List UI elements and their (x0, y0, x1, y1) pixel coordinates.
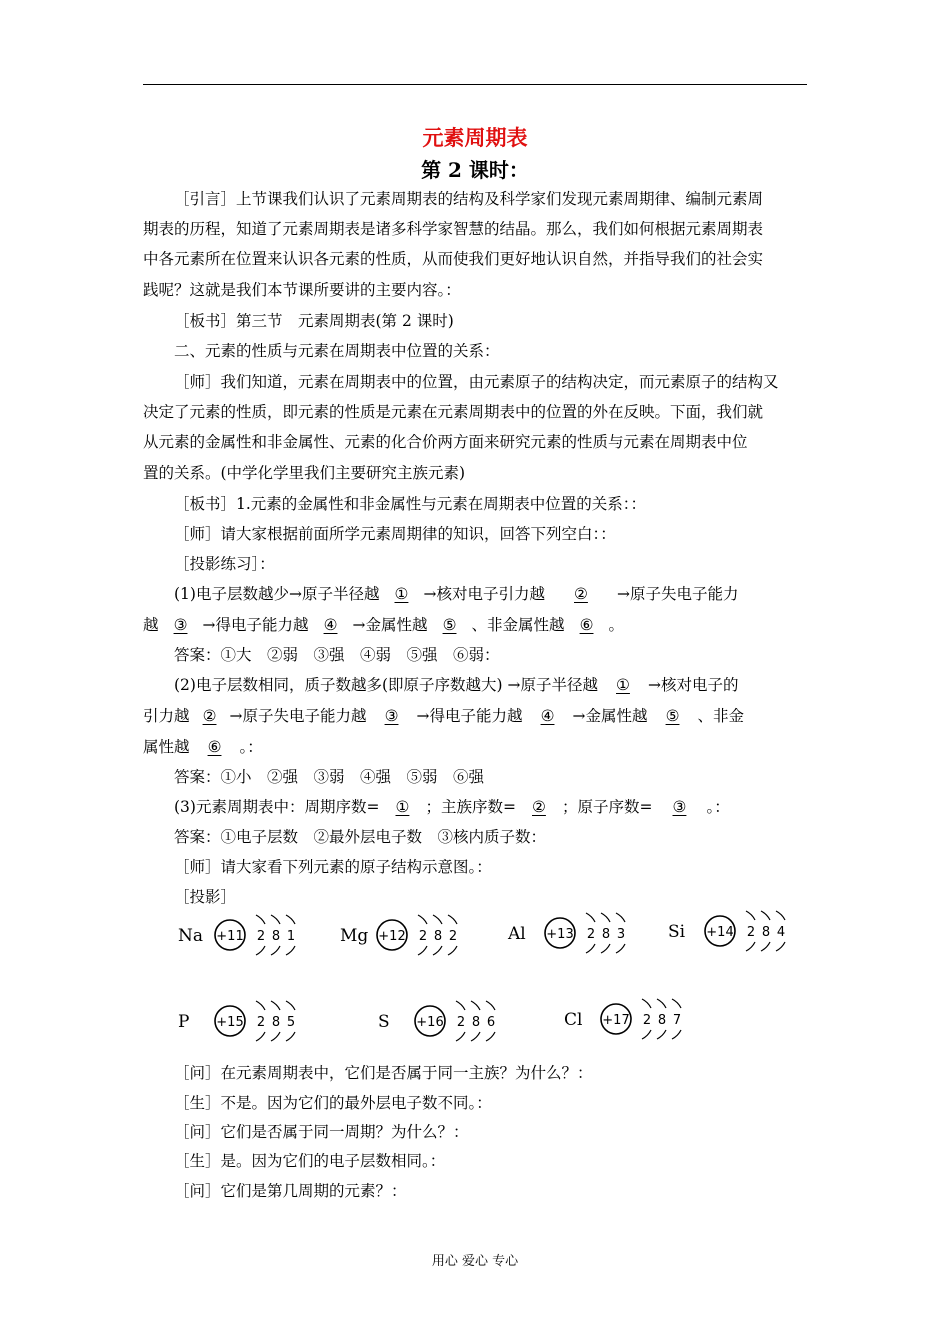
question-text: →核对电子的 (647, 676, 739, 694)
element-symbol: S (378, 1012, 390, 1032)
blank: ② (532, 798, 546, 816)
element-symbol: Si (668, 922, 686, 942)
shell-arc (761, 911, 770, 920)
projection-label: ［投影］ (174, 888, 237, 906)
question-text: →原子失电子能力越 (229, 707, 367, 725)
shell-electron-count: 2 (448, 929, 458, 944)
shell-arc (657, 1030, 666, 1039)
shell-electron-count: 2 (256, 929, 266, 944)
atom-diagram-al (507, 913, 625, 953)
shell-arc (256, 1001, 265, 1010)
nucleus-charge: +11 (216, 929, 244, 944)
blank: ⑤ (442, 616, 457, 634)
shell-electron-count: 1 (286, 929, 296, 944)
board-note: ［板书］第三节 元素周期表(第 2 课时) (174, 312, 454, 330)
shell-electron-count: 7 (672, 1013, 682, 1028)
question-text: →金属性越 (352, 616, 428, 634)
question-text: (1)电子层数越少→原子半径越 (174, 585, 380, 603)
nucleus-charge: +15 (216, 1015, 244, 1030)
shell-arc (433, 946, 442, 955)
dialog-line: ［生］不是。因为它们的最外层电子数不同。： (174, 1094, 492, 1112)
question-text: →得电子能力越 (416, 707, 523, 725)
blank: ③ (384, 707, 399, 725)
question-2 (174, 675, 738, 695)
element-symbol: Na (178, 926, 204, 946)
teacher-line: ［师］我们知道，元素在周期表中的位置，由元素原子的结构决定，而元素原子的结构又 (174, 373, 779, 391)
question-text: 越 (143, 616, 159, 634)
shell-arc (657, 999, 666, 1008)
shell-arc (271, 915, 280, 924)
projection-exercise-label: ［投影练习］： (174, 555, 275, 573)
shell-electron-count: 2 (456, 1015, 466, 1030)
shell-arc (616, 913, 625, 922)
blank: ① (395, 798, 410, 816)
shell-arc (471, 1032, 480, 1041)
shell-arc (586, 913, 595, 922)
question-text: 。： (706, 798, 730, 816)
intro-line: 中各元素所在位置来认识各元素的性质，从而使我们更好地认识自然，并指导我们的社会实 (143, 250, 764, 268)
question-text: 。： (239, 738, 263, 756)
shell-arc (746, 942, 755, 951)
question-1 (174, 584, 738, 604)
teacher-line: 决定了元素的性质，即元素的性质是元素在元素周期表中的位置的外在反映。下面，我们就 (143, 403, 764, 421)
atom-diagram-s (378, 1001, 495, 1041)
element-symbol: P (178, 1012, 190, 1032)
question-text: →金属性越 (572, 707, 648, 725)
shell-electron-count: 8 (271, 1015, 281, 1030)
board-note: ［板书］1.元素的金属性和非金属性与元素在周期表中位置的关系：： (174, 495, 647, 513)
shell-electron-count: 4 (776, 925, 786, 940)
shell-arc (433, 915, 442, 924)
shell-electron-count: 2 (256, 1015, 266, 1030)
shell-arc (286, 1001, 295, 1010)
dialog-line: ［问］它们是否属于同一周期？为什么？： (174, 1123, 469, 1141)
shell-electron-count: 8 (761, 925, 771, 940)
nucleus-charge: +13 (546, 927, 574, 942)
shell-electron-count: 8 (657, 1013, 667, 1028)
element-symbol: Mg (340, 926, 369, 946)
shell-arc (456, 1032, 465, 1041)
blank: ② (202, 707, 217, 725)
question-text: 、非金 (697, 707, 745, 725)
dialog-line: ［问］它们是第几周期的元素？： (174, 1182, 407, 1200)
answer-3: 答案：①电子层数 ②最外层电子数 ③核内质子数： (174, 828, 547, 846)
shell-arc (286, 915, 295, 924)
teacher-line: ［师］请大家根据前面所学元素周期律的知识，回答下列空白：： (174, 525, 616, 543)
question-3 (174, 797, 730, 817)
question-text: 属性越 (143, 738, 190, 756)
question-text: (2)电子层数相同，质子数越多(即原子序数越大) →原子半径越 (174, 676, 598, 694)
dialog-line: ［问］在元素周期表中，它们是否属于同一主族？为什么？： (174, 1064, 593, 1082)
intro-line: ［引言］上节课我们认识了元素周期表的结构及科学家们发现元素周期律、编制元素周 (174, 190, 764, 208)
page-footer: 用心 爱心 专心 (431, 1254, 519, 1269)
header-rule (143, 84, 807, 85)
shell-electron-count: 2 (418, 929, 428, 944)
dialog-line: ［生］是。因为它们的电子层数相同。： (174, 1152, 446, 1170)
shell-electron-count: 8 (471, 1015, 481, 1030)
blank: ⑥ (579, 616, 594, 634)
nucleus-charge: +12 (378, 929, 406, 944)
intro-line: 期表的历程，知道了元素周期表是诸多科学家智慧的结晶。那么，我们如何根据元素周期表 (143, 220, 764, 238)
element-symbol: Al (508, 924, 526, 944)
atom-diagram-si (668, 911, 785, 951)
atomic-structure-diagrams (168, 903, 808, 1068)
shell-arc (746, 911, 755, 920)
answer-2: 答案：①小 ②强 ③弱 ④强 ⑤弱 ⑥强 (174, 768, 485, 786)
shell-arc (601, 944, 610, 953)
shell-electron-count: 8 (433, 929, 443, 944)
question-2-cont (143, 737, 263, 757)
question-text: →原子失电子能力 (616, 585, 739, 603)
shell-arc (456, 1001, 465, 1010)
intro-line: 践呢？这就是我们本节课所要讲的主要内容。： (143, 281, 461, 299)
shell-arc (418, 915, 427, 924)
shell-arc (642, 999, 651, 1008)
section-heading: 二、元素的性质与元素在周期表中位置的关系： (174, 342, 500, 360)
question-2-cont (143, 706, 744, 726)
element-symbol: Cl (564, 1010, 583, 1030)
shell-arc (486, 1032, 495, 1041)
atom-diagram-mg (340, 915, 457, 955)
question-text: ；原子序数= (561, 798, 653, 816)
teacher-line: 置的关系。(中学化学里我们主要研究主族元素) (143, 464, 466, 482)
shell-electron-count: 3 (616, 927, 626, 942)
shell-electron-count: 5 (286, 1015, 296, 1030)
shell-arc (286, 946, 295, 955)
question-text: ；主族序数= (425, 798, 516, 816)
teacher-line: ［师］请大家看下列元素的原子结构示意图。： (174, 858, 492, 876)
nucleus-charge: +14 (706, 925, 734, 940)
atom-diagram-p (178, 1001, 295, 1041)
blank: ③ (173, 616, 188, 634)
question-1-cont (143, 615, 624, 635)
shell-arc (776, 911, 785, 920)
shell-arc (256, 1032, 265, 1041)
shell-arc (271, 946, 280, 955)
blank: ① (616, 676, 630, 694)
atom-diagram-cl (564, 999, 681, 1039)
question-text: →核对电子引力越 (423, 585, 545, 603)
shell-arc (616, 944, 625, 953)
shell-arc (271, 1032, 280, 1041)
blank: ⑥ (207, 738, 222, 756)
shell-arc (486, 1001, 495, 1010)
shell-arc (256, 946, 265, 955)
shell-arc (256, 915, 265, 924)
shell-electron-count: 6 (486, 1015, 496, 1030)
blank: ③ (672, 798, 687, 816)
shell-electron-count: 2 (746, 925, 756, 940)
blank: ④ (540, 707, 555, 725)
question-text: →得电子能力越 (202, 616, 309, 634)
shell-arc (776, 942, 785, 951)
document-title: 元素周期表 (422, 125, 528, 150)
shell-electron-count: 8 (601, 927, 611, 942)
blank: ① (394, 585, 409, 603)
shell-arc (448, 915, 457, 924)
lesson-subtitle: 第 2 课时： (421, 158, 529, 182)
blank: ④ (323, 616, 338, 634)
blank: ② (574, 585, 588, 603)
shell-electron-count: 2 (642, 1013, 652, 1028)
question-text: 引力越 (143, 707, 190, 725)
shell-arc (448, 946, 457, 955)
shell-arc (586, 944, 595, 953)
shell-arc (418, 946, 427, 955)
question-text: 、非金属性越 (471, 616, 565, 634)
shell-electron-count: 8 (271, 929, 281, 944)
answer-1: 答案：①大 ②弱 ③强 ④弱 ⑤强 ⑥弱： (174, 646, 500, 664)
shell-arc (672, 1030, 681, 1039)
nucleus-charge: +16 (416, 1015, 444, 1030)
shell-arc (471, 1001, 480, 1010)
blank: ⑤ (665, 707, 680, 725)
shell-arc (761, 942, 770, 951)
shell-electron-count: 2 (586, 927, 596, 942)
nucleus-charge: +17 (602, 1013, 630, 1028)
atom-diagram-na (178, 915, 295, 955)
shell-arc (642, 1030, 651, 1039)
shell-arc (271, 1001, 280, 1010)
shell-arc (672, 999, 681, 1008)
question-text: 。 (608, 616, 625, 634)
teacher-line: 从元素的金属性和非金属性、元素的化合价两方面来研究元素的性质与元素在周期表中位 (143, 433, 748, 451)
shell-arc (601, 913, 610, 922)
question-text: (3)元素周期表中：周期序数= (174, 798, 380, 816)
shell-arc (286, 1032, 295, 1041)
